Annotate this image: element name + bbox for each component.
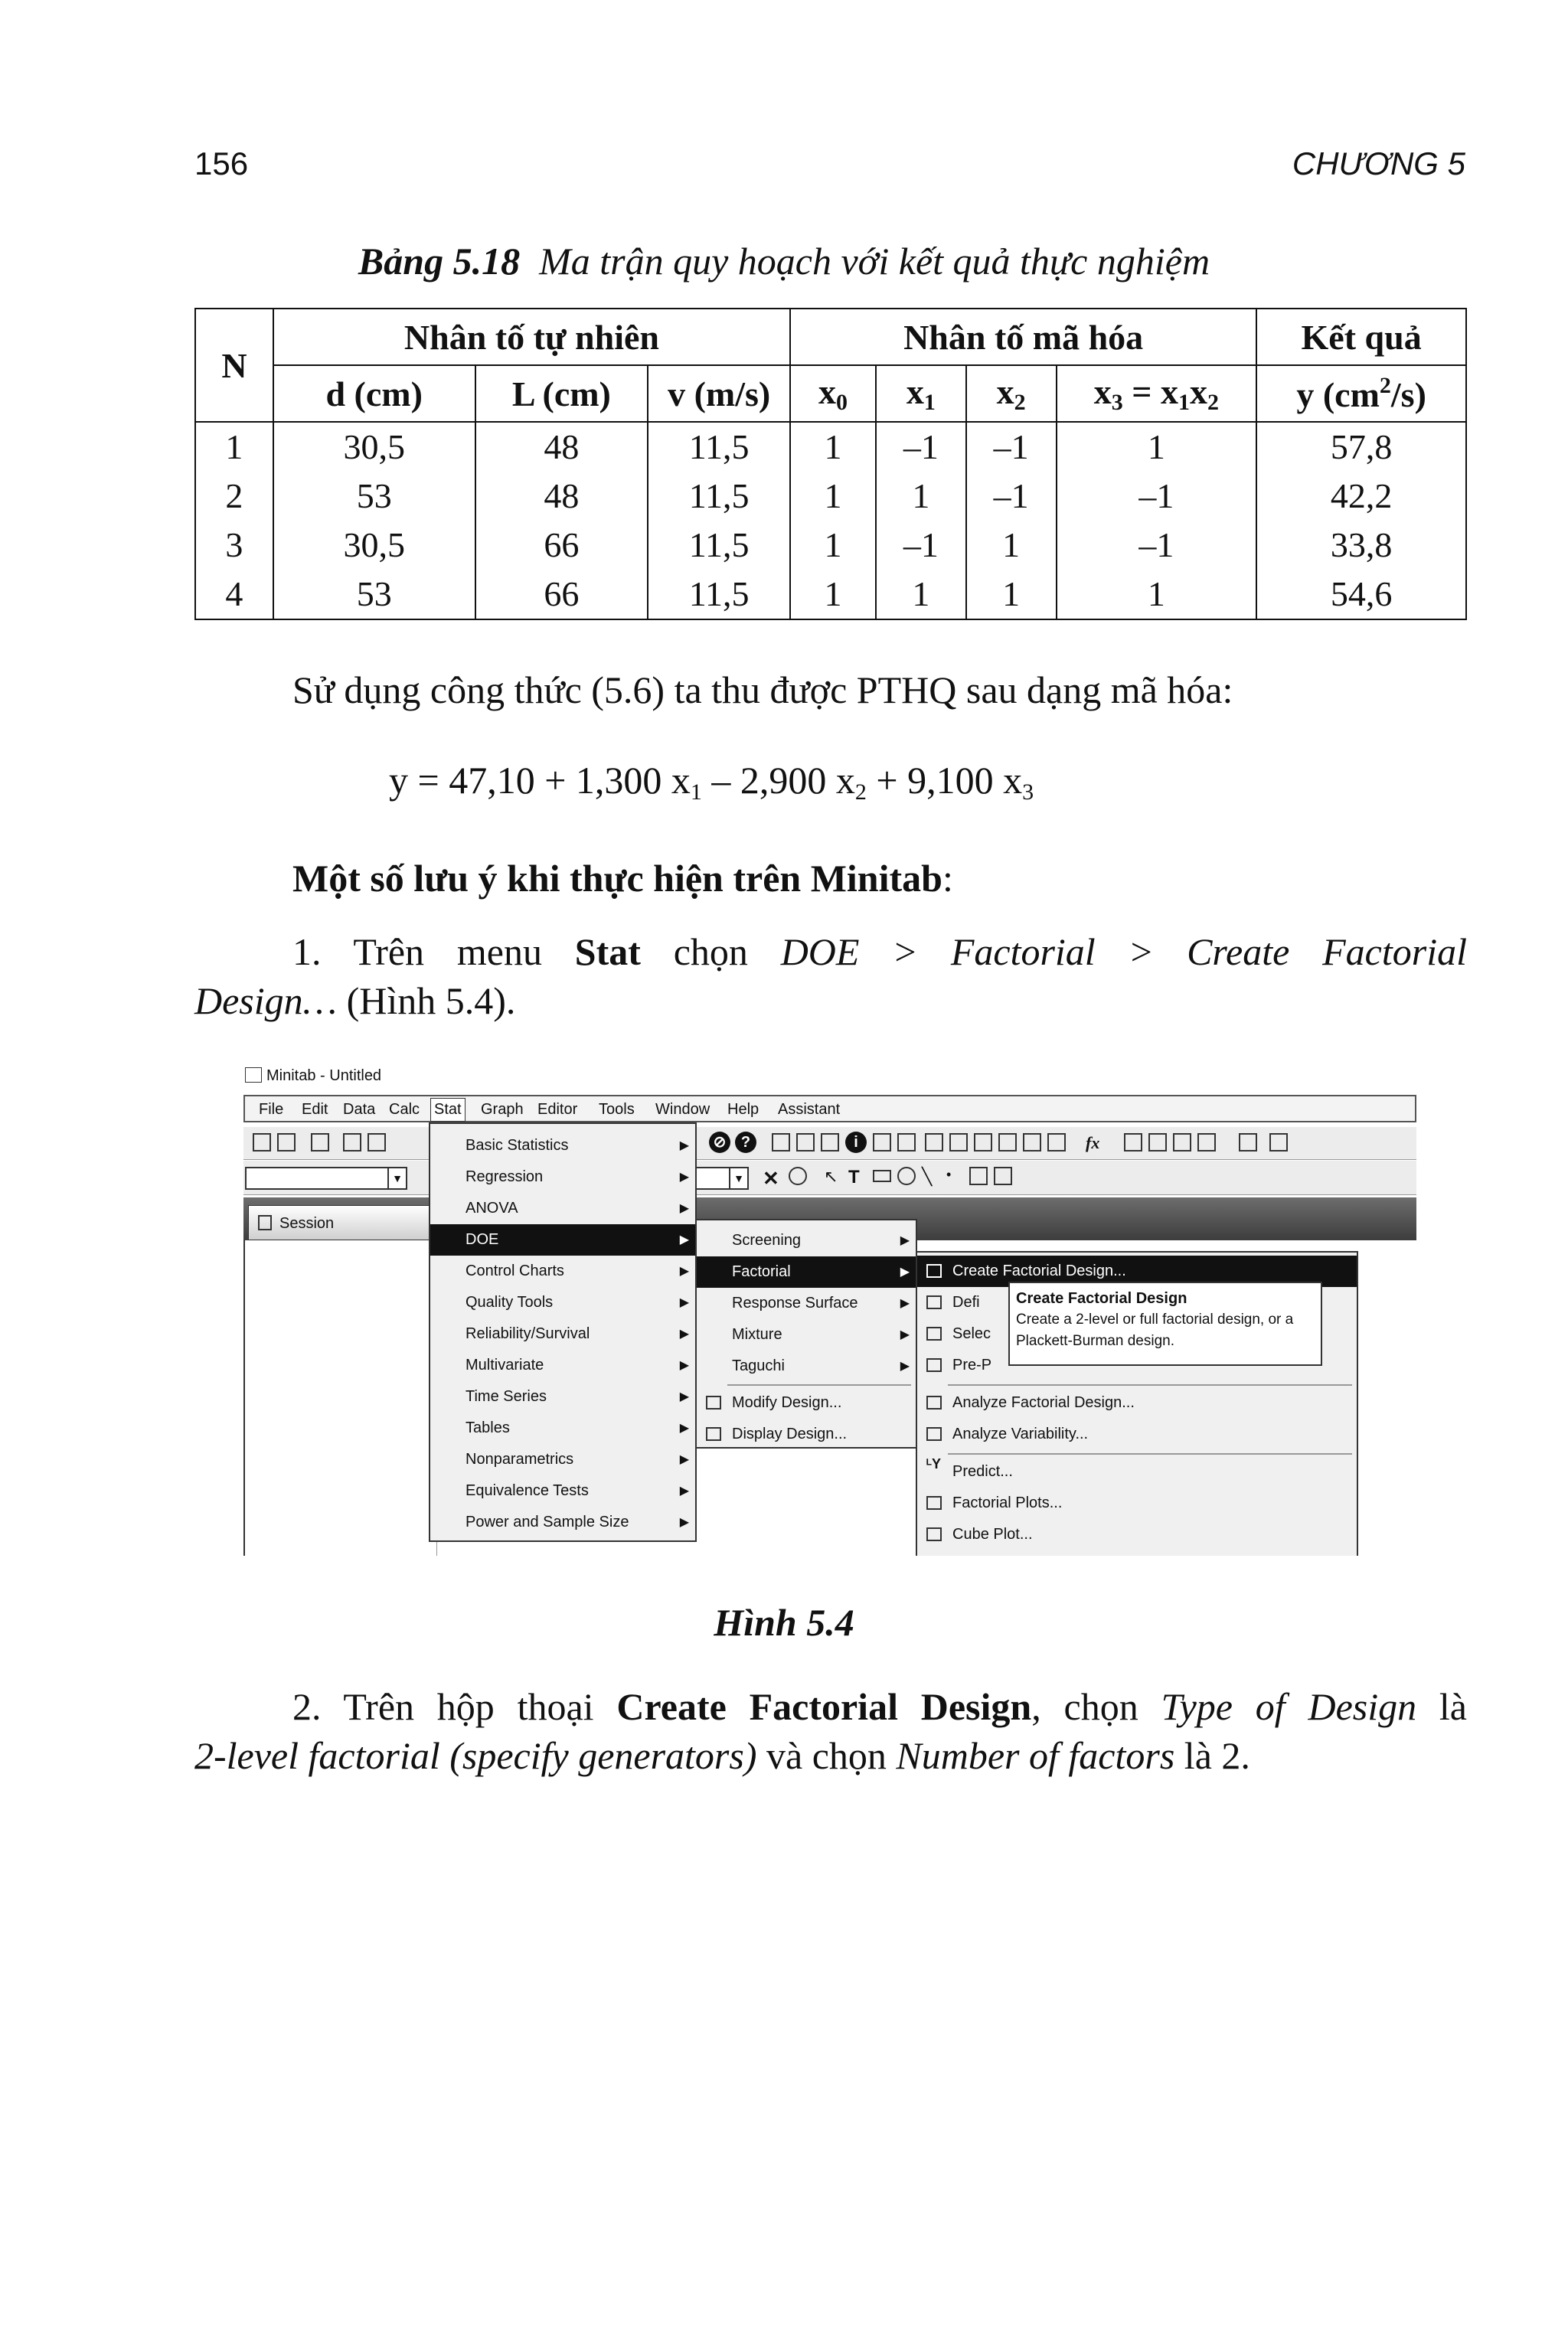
stat-menu-tables[interactable]: Tables ▶ (466, 1419, 689, 1436)
menu-calc[interactable]: Calc (389, 1101, 420, 1118)
chapter-heading: CHƯƠNG 5 (1292, 145, 1465, 181)
col-x1-cells: –1 1 –1 1 (876, 422, 966, 619)
step-1-line-2: Design… (Hình 5.4). (194, 979, 516, 1022)
menu-separator (948, 1384, 1352, 1386)
stat-menu-equivalence-tests[interactable]: Equivalence Tests ▶ (466, 1482, 689, 1499)
stat-menu-time-series[interactable]: Time Series ▶ (466, 1388, 689, 1405)
stat-menu-anova[interactable]: ANOVA ▶ (466, 1200, 689, 1217)
doe-menu-screening[interactable]: Screening ▶ (732, 1232, 910, 1249)
factorial-menu-analyze-variability[interactable]: Analyze Variability... (917, 1419, 1357, 1450)
project-manager-icon[interactable] (949, 1133, 968, 1152)
menu-edit[interactable]: Edit (302, 1101, 328, 1118)
coded-factors-header: Nhân tố mã hóa (790, 309, 1256, 365)
select-design-icon (926, 1327, 942, 1341)
menu-window[interactable]: Window (655, 1101, 710, 1118)
menu-assistant[interactable]: Assistant (778, 1101, 841, 1118)
menu-file[interactable]: File (259, 1101, 284, 1118)
polygon-tool-icon[interactable] (994, 1167, 1012, 1185)
menu-tools[interactable]: Tools (599, 1101, 635, 1118)
doe-menu-response-surface[interactable]: Response Surface ▶ (732, 1295, 910, 1312)
tooltip-title: Create Factorial Design (1016, 1290, 1187, 1307)
doe-menu-factorial[interactable]: Factorial ▶ (697, 1256, 916, 1288)
history-icon[interactable] (873, 1133, 891, 1152)
worksheet-icon[interactable] (796, 1133, 815, 1152)
modify-design-icon (706, 1396, 721, 1410)
regression-equation: y = 47,10 + 1,300 $x_1 - 2,900$ $x_2 + 9,100$ $x_3$ (389, 759, 1034, 805)
ellipse-tool-icon[interactable] (897, 1167, 916, 1185)
font-combo[interactable] (688, 1167, 749, 1190)
col-l-cells: 48 48 66 66 (475, 422, 648, 619)
analyze-variability-icon (926, 1427, 942, 1441)
natural-factors-header: Nhân tố tự nhiên (273, 309, 790, 365)
col-n-cells: 1 2 3 4 (195, 422, 273, 619)
page-number: 156 (194, 145, 249, 181)
line-tool-icon[interactable]: ╲ (922, 1167, 933, 1186)
window-title: Minitab - Untitled (245, 1067, 381, 1092)
figure-caption: Hình 5.4 (714, 1601, 854, 1644)
insert-columns-icon[interactable] (1148, 1133, 1167, 1152)
duplicate-icon[interactable] (1047, 1133, 1066, 1152)
menu-help[interactable]: Help (727, 1101, 760, 1118)
col-x0-cells: 1 1 1 1 (790, 422, 876, 619)
doe-menu-taguchi[interactable]: Taguchi ▶ (732, 1357, 910, 1374)
x1-header: $x_1$ (876, 365, 966, 422)
define-design-icon (926, 1295, 942, 1309)
graphs-icon[interactable] (821, 1133, 839, 1152)
select-arrow-icon[interactable]: ↖ (824, 1167, 838, 1186)
predict-icon: ᴸY (926, 1456, 942, 1472)
table-caption-text: Ma trận quy hoạch với kết quả thực nghiệm (539, 240, 1210, 283)
stat-menu (429, 1122, 697, 1542)
experiment-table (194, 308, 1467, 620)
menu-separator (727, 1384, 911, 1386)
cube-plot-icon (926, 1527, 942, 1541)
save-icon[interactable] (277, 1133, 296, 1152)
print-icon[interactable] (311, 1133, 329, 1152)
session-icon (258, 1215, 272, 1230)
analyze-design-icon (926, 1396, 942, 1410)
x3-header: $x_3 = x_1x_2$ (1057, 365, 1257, 422)
factorial-menu-predict[interactable]: ᴸY Predict... (926, 1456, 1013, 1480)
chevron-down-icon[interactable]: ▼ (387, 1168, 406, 1188)
cancel-icon[interactable]: ⊘ (709, 1132, 730, 1153)
factorial-menu-analyze-design[interactable]: Analyze Factorial Design... (917, 1387, 1357, 1419)
stat-menu-multivariate[interactable]: Multivariate ▶ (466, 1357, 689, 1374)
col-n-header: N (195, 309, 273, 422)
factorial-menu-factorial-plots[interactable]: Factorial Plots... (917, 1488, 1357, 1519)
polyline-tool-icon[interactable] (969, 1167, 988, 1185)
clear-cells-icon[interactable] (1197, 1133, 1216, 1152)
doe-menu-mixture[interactable]: Mixture ▶ (732, 1326, 910, 1343)
stat-menu-control-charts[interactable]: Control Charts ▶ (466, 1263, 689, 1279)
table-caption-label: Bảng 5.18 (358, 240, 521, 283)
insert-rows-icon[interactable] (1124, 1133, 1142, 1152)
command-combo[interactable] (245, 1167, 407, 1190)
col-v-cells: 11,5 11,5 11,5 11,5 (648, 422, 790, 619)
stat-menu-doe[interactable]: DOE ▶ (430, 1224, 695, 1256)
edit-last-icon[interactable] (1269, 1133, 1288, 1152)
help-icon[interactable]: ? (735, 1132, 756, 1153)
col-y-cells: 57,8 42,2 33,8 54,6 (1256, 422, 1466, 619)
zoom-icon[interactable] (789, 1167, 807, 1185)
y-header: y $(cm^2/s)$ (1256, 365, 1466, 422)
table-caption (0, 239, 1568, 283)
factorial-menu-pre-process[interactable]: Pre-P (917, 1350, 1357, 1381)
d-header: d (cm) (273, 365, 475, 422)
step-1-line-1: 1. Trên menu Stat chọn DOE > Factorial > Create Factorial (292, 930, 1467, 973)
doe-submenu (695, 1219, 917, 1449)
stat-menu-power-sample-size[interactable]: Power and Sample Size ▶ (466, 1514, 689, 1530)
close-icon[interactable]: ✕ (763, 1167, 779, 1190)
toolbar-main (243, 1127, 1416, 1160)
marker-tool-icon[interactable]: • (946, 1167, 952, 1182)
factorial-plots-icon (926, 1496, 942, 1510)
doe-menu-display-design[interactable]: Display Design... (697, 1419, 916, 1450)
new-window-icon[interactable] (925, 1133, 943, 1152)
session-tab[interactable]: Session (248, 1205, 432, 1240)
cut-icon[interactable] (343, 1133, 361, 1152)
tooltip (1008, 1282, 1322, 1366)
brush-icon[interactable] (1239, 1133, 1257, 1152)
stat-menu-quality-tools[interactable]: Quality Tools ▶ (466, 1294, 689, 1311)
copy-icon[interactable] (368, 1133, 386, 1152)
v-header: v (m/s) (648, 365, 790, 422)
col-x3-cells: 1 –1 –1 1 (1057, 422, 1257, 619)
toolbar-secondary (243, 1161, 1416, 1195)
create-design-icon (926, 1264, 942, 1278)
info-icon[interactable]: i (845, 1132, 867, 1153)
notes-heading: Một số lưu ý khi thực hiện trên Minitab: (292, 857, 953, 900)
function-icon[interactable]: fx (1086, 1133, 1100, 1152)
factorial-menu-cube-plot[interactable]: Cube Plot... (917, 1519, 1357, 1550)
factorial-menu-select-design[interactable]: Selec (917, 1318, 1357, 1350)
stat-menu-nonparametrics[interactable]: Nonparametrics ▶ (466, 1451, 689, 1468)
l-header: L (cm) (475, 365, 648, 422)
x0-header: $x_0$ (790, 365, 876, 422)
tooltip-text-2: Plackett-Burman design. (1016, 1333, 1174, 1349)
open-icon[interactable] (253, 1133, 271, 1152)
table-icon[interactable] (998, 1133, 1017, 1152)
session-window[interactable] (243, 1240, 437, 1556)
result-header: Kết quả (1256, 309, 1466, 365)
tooltip-text-1: Create a 2-level or full factorial design, or a (1016, 1312, 1294, 1328)
chevron-down-icon[interactable]: ▼ (729, 1168, 747, 1188)
menu-bar (243, 1095, 1416, 1122)
display-design-icon (706, 1427, 721, 1441)
minitab-screenshot (243, 1066, 1416, 1556)
layout-icon[interactable] (1023, 1133, 1041, 1152)
menu-stat[interactable]: Stat (430, 1098, 466, 1122)
step-2-line-1: 2. Trên hộp thoại Create Factorial Design, chọn Type of Design là (292, 1685, 1467, 1728)
text-tool-icon[interactable]: T (848, 1167, 860, 1187)
factorial-menu-create-design[interactable]: Create Factorial Design... (917, 1256, 1357, 1287)
factorial-menu-define-design[interactable]: Defi (917, 1287, 1357, 1318)
stat-menu-basic-statistics[interactable]: Basic Statistics ▶ (466, 1137, 689, 1154)
minitab-logo-icon (245, 1067, 262, 1083)
stat-menu-regression[interactable]: Regression ▶ (466, 1168, 689, 1185)
menu-separator (948, 1453, 1352, 1455)
pre-process-icon (926, 1358, 942, 1372)
col-d-cells: 30,5 53 30,5 53 (273, 422, 475, 619)
menu-data[interactable]: Data (343, 1101, 376, 1118)
move-columns-icon[interactable] (1173, 1133, 1191, 1152)
rectangle-tool-icon[interactable] (873, 1170, 891, 1182)
paragraph-formula-intro: Sử dụng công thức (5.6) ta thu được PTHQ sau dạng mã hóa: (292, 668, 1233, 711)
report-pad-icon[interactable] (897, 1133, 916, 1152)
show-graphs-icon[interactable] (974, 1133, 992, 1152)
menu-graph[interactable]: Graph (481, 1101, 524, 1118)
step-2-line-2: 2-level factorial (specify generators) và chọn Number of factors là 2. (194, 1734, 1250, 1777)
x2-header: $x_2$ (966, 365, 1057, 422)
doe-menu-modify-design[interactable]: Modify Design... (697, 1387, 916, 1419)
session-window-icon[interactable] (772, 1133, 790, 1152)
menu-editor[interactable]: Editor (537, 1101, 578, 1118)
col-x2-cells: –1 –1 1 1 (966, 422, 1057, 619)
stat-menu-reliability[interactable]: Reliability/Survival ▶ (466, 1325, 689, 1342)
